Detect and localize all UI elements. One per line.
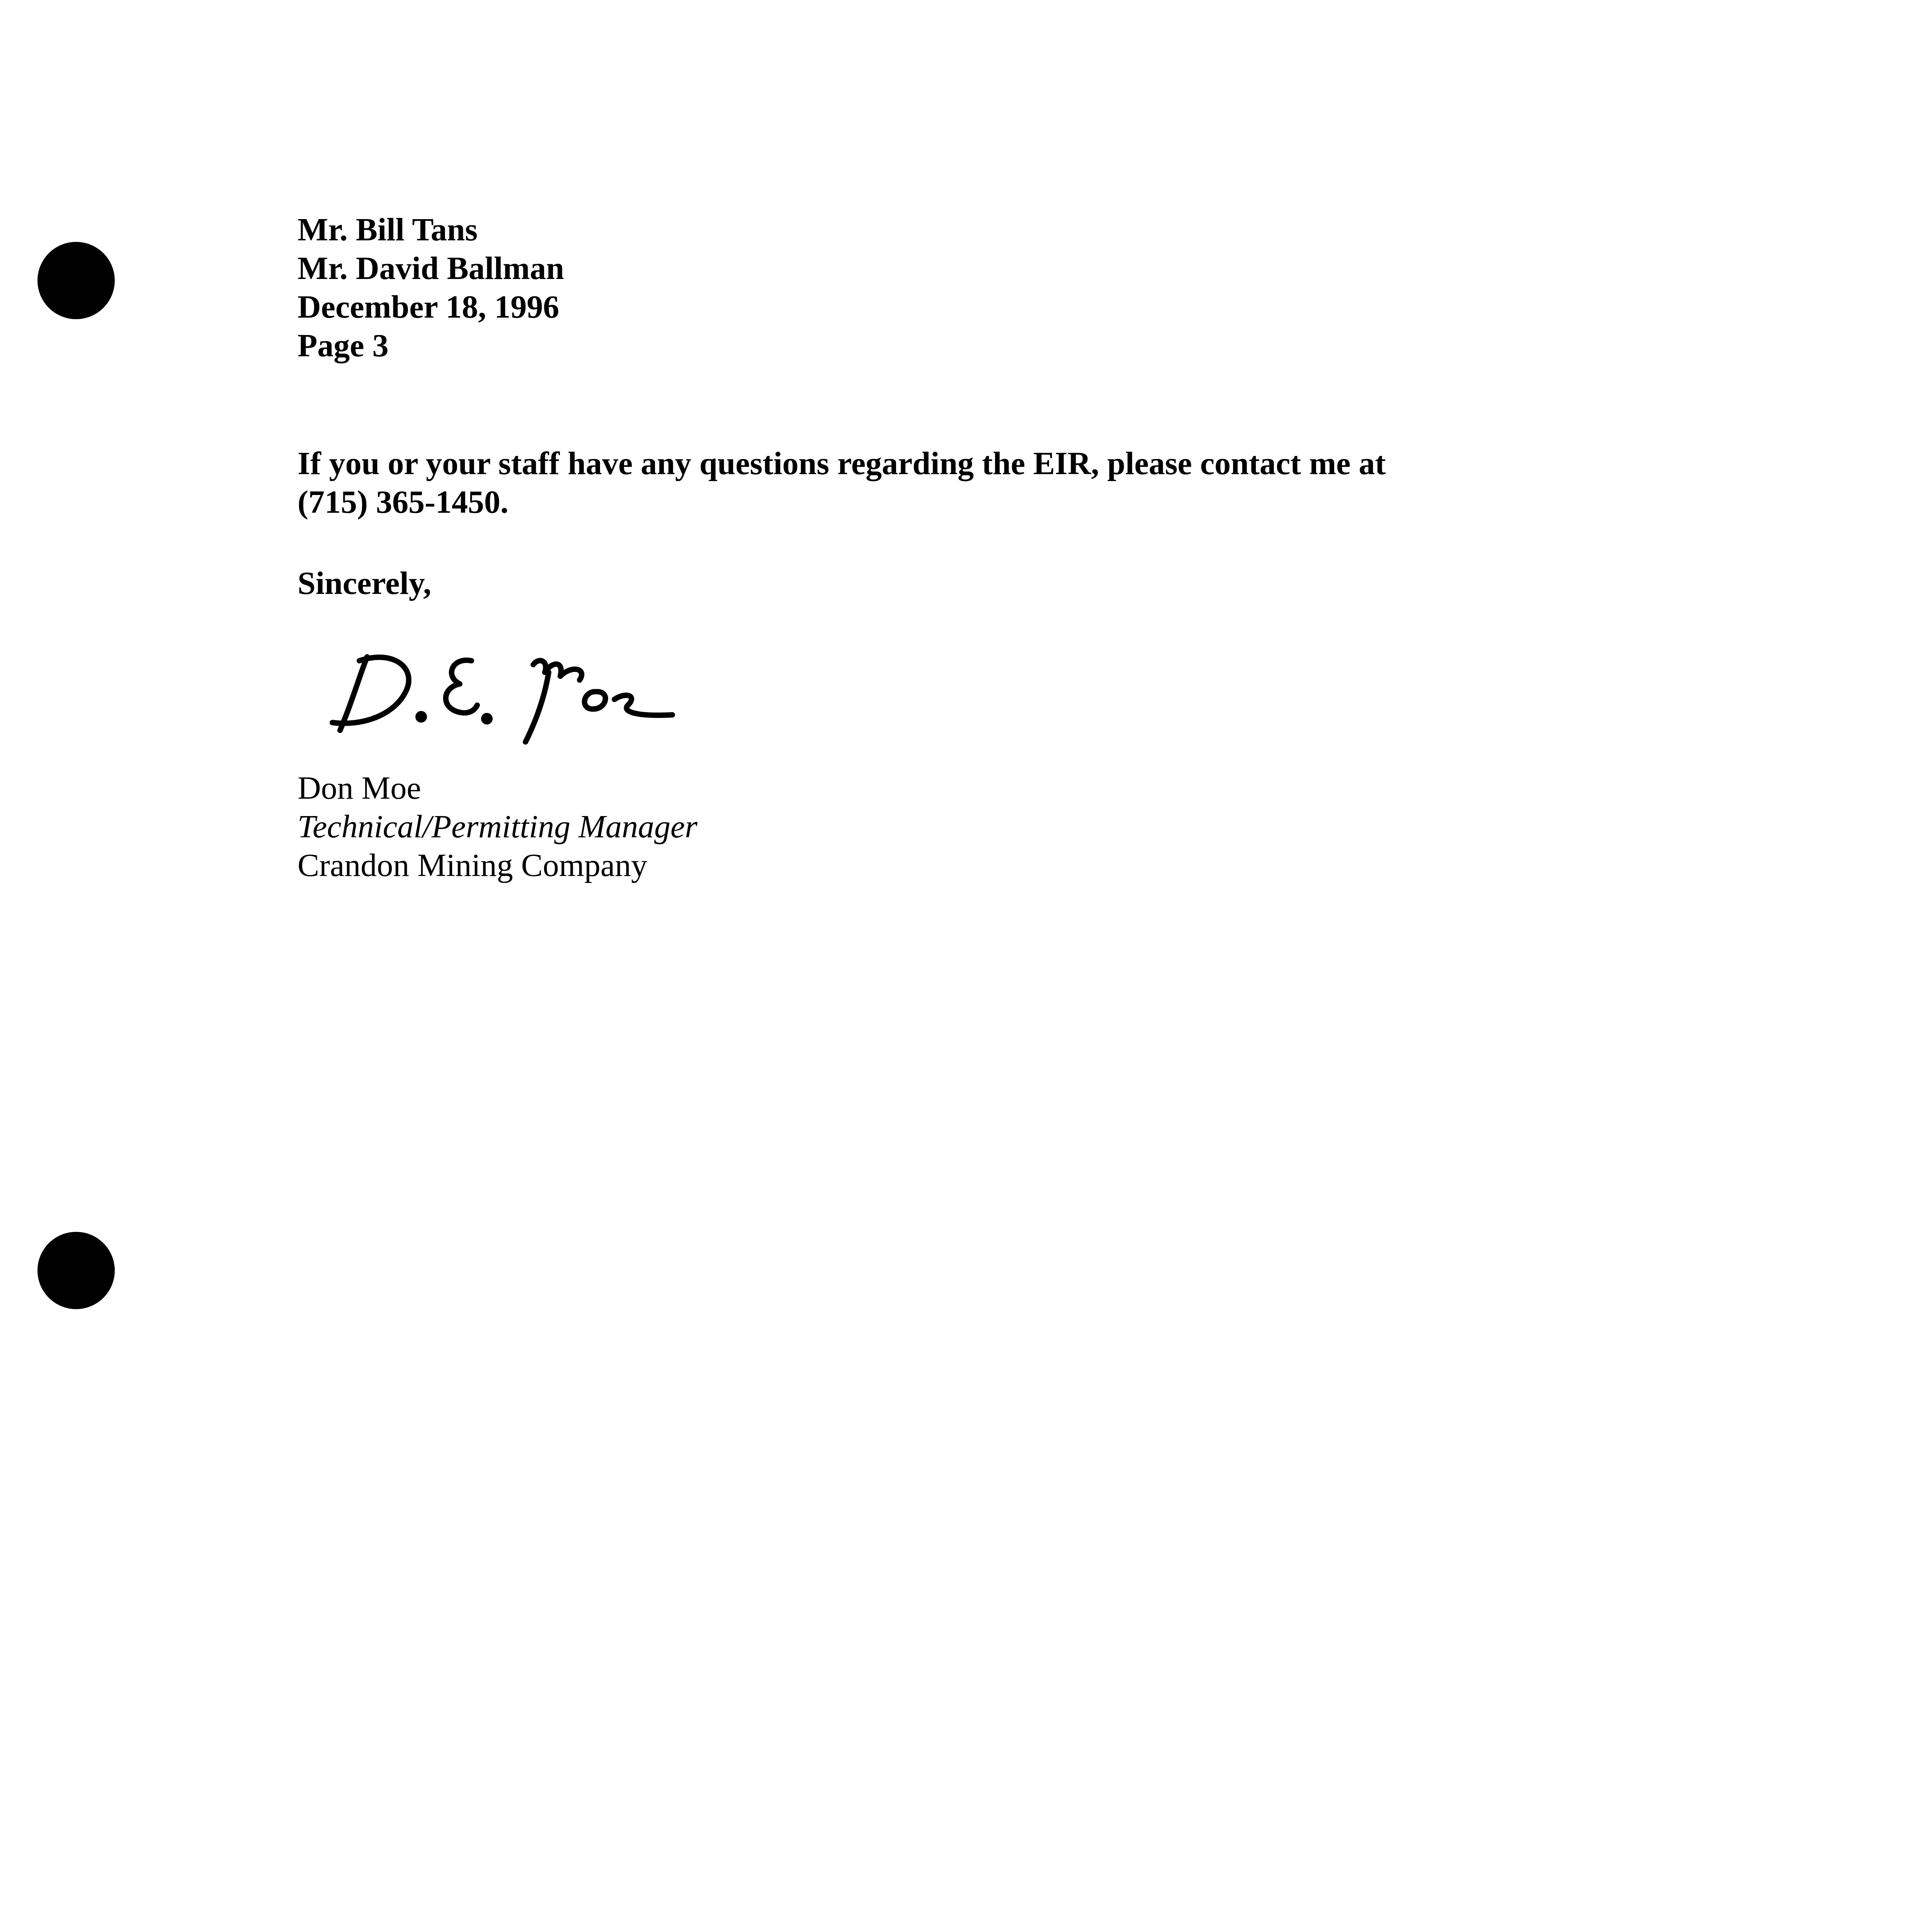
- recipient-2: Mr. David Ballman: [298, 250, 564, 286]
- sender-block: [298, 769, 697, 885]
- punch-hole-top: [37, 242, 115, 319]
- handwritten-signature: [317, 634, 688, 750]
- closing: Sincerely,: [298, 565, 432, 601]
- letter-body: [298, 444, 1611, 522]
- letter-date: December 18, 1996: [298, 289, 560, 325]
- sender-name: Don Moe: [298, 770, 421, 806]
- sender-company: Crandon Mining Company: [298, 847, 648, 883]
- punch-hole-middle: [37, 1232, 115, 1309]
- recipient-1: Mr. Bill Tans: [298, 212, 478, 248]
- body-line-1: If you or your staff have any questions regarding the EIR, please contact me at: [298, 446, 1386, 481]
- body-line-2: (715) 365-1450.: [298, 484, 509, 520]
- page-number: Page 3: [298, 328, 389, 364]
- letter-header: [298, 211, 564, 365]
- sender-title: Technical/Permitting Manager: [298, 809, 698, 845]
